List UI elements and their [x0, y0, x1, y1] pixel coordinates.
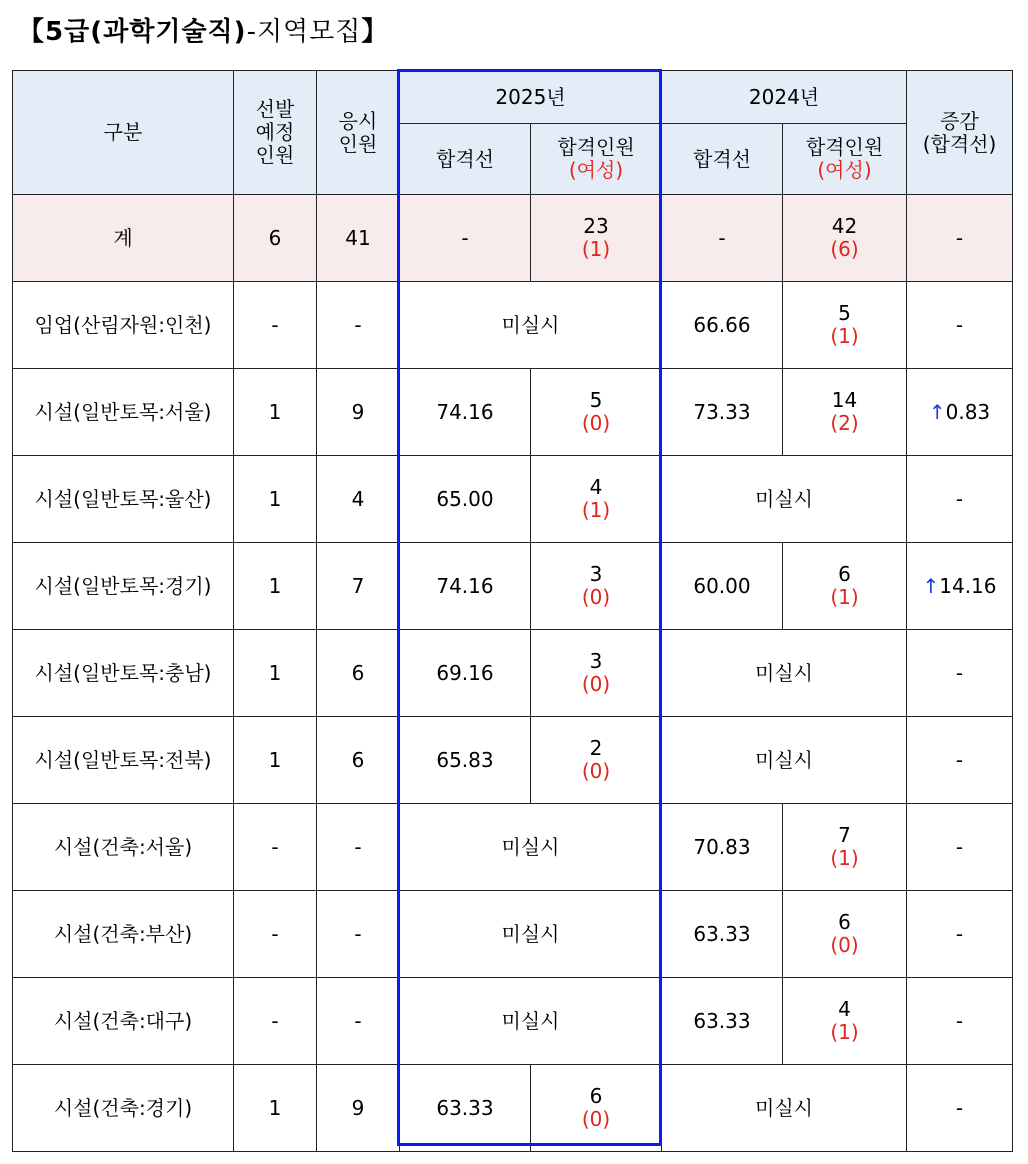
- up-arrow-icon: ↑: [928, 399, 946, 424]
- header-row-top: [13, 71, 1013, 124]
- female-value: (1): [581, 498, 611, 522]
- header-planned-line: 예정: [255, 120, 295, 144]
- row-passers-2024: [783, 369, 907, 456]
- row-applicants: -: [317, 804, 400, 891]
- row-change: [907, 456, 1013, 543]
- female-value: (1): [830, 585, 859, 609]
- row-category: 시설(일반토목:경기): [13, 543, 234, 630]
- row-2024-not-held: 미실시: [662, 456, 907, 543]
- row-applicants: 4: [317, 456, 400, 543]
- header-passers-2025: [531, 124, 662, 195]
- row-change: [907, 282, 1013, 369]
- header-female-label: (여성): [568, 158, 624, 182]
- row-cutoff-2025: 65.00: [400, 456, 531, 543]
- row-planned: 1: [234, 1065, 317, 1152]
- row-planned: 1: [234, 717, 317, 804]
- row-passers-2025: [531, 543, 662, 630]
- row-change: [907, 1065, 1013, 1152]
- row-change: [907, 717, 1013, 804]
- female-value: (0): [581, 759, 611, 783]
- row-2025-not-held: 미실시: [400, 804, 662, 891]
- title-close: 】: [361, 17, 389, 47]
- header-planned: [234, 71, 317, 195]
- title-bold: 【5급(과학기술직): [18, 17, 247, 47]
- table-row: [13, 543, 1013, 630]
- row-passers-2024: [783, 804, 907, 891]
- page-title: [18, 12, 388, 52]
- header-change-line: (합격선): [922, 131, 997, 156]
- passers-value: 5: [589, 388, 603, 412]
- row-cutoff-2025: 74.16: [400, 369, 531, 456]
- header-planned-line: 인원: [255, 143, 295, 167]
- row-planned: 1: [234, 456, 317, 543]
- total-planned: 6: [234, 195, 317, 282]
- row-category: 시설(일반토목:충남): [13, 630, 234, 717]
- header-change: [907, 71, 1013, 195]
- row-passers-2025: [531, 456, 662, 543]
- row-category: 시설(건축:부산): [13, 891, 234, 978]
- total-passers-value: 23: [583, 214, 609, 238]
- row-passers-2025: [531, 369, 662, 456]
- row-cutoff-2025: 65.83: [400, 717, 531, 804]
- row-change: [907, 543, 1013, 630]
- change-value: -: [955, 747, 964, 772]
- row-passers-2025: [531, 717, 662, 804]
- header-passers-2024: [783, 124, 907, 195]
- row-category: 시설(건축:경기): [13, 1065, 234, 1152]
- table-row: [13, 1065, 1013, 1152]
- row-cutoff-2025: 69.16: [400, 630, 531, 717]
- row-change: [907, 630, 1013, 717]
- total-applicants: 41: [317, 195, 400, 282]
- change-value: -: [955, 1008, 964, 1033]
- change-value: -: [955, 312, 964, 337]
- total-passers-2024: [783, 195, 907, 282]
- row-category: 시설(일반토목:서울): [13, 369, 234, 456]
- row-planned: -: [234, 978, 317, 1065]
- passers-value: 6: [589, 1084, 603, 1108]
- table-row: [13, 282, 1013, 369]
- total-label: 계: [13, 195, 234, 282]
- row-passers-2024: [783, 282, 907, 369]
- header-cutoff-2024: 합격선: [662, 124, 783, 195]
- passers-value: 3: [589, 649, 603, 673]
- female-value: (1): [830, 846, 859, 870]
- row-planned: 1: [234, 630, 317, 717]
- row-cutoff-2024: 66.66: [662, 282, 783, 369]
- passers-value: 6: [838, 562, 851, 586]
- total-cutoff-2024: -: [662, 195, 783, 282]
- row-category: 시설(건축:대구): [13, 978, 234, 1065]
- female-value: (1): [830, 324, 859, 348]
- change-value: -: [955, 660, 964, 685]
- change-value: 14.16: [939, 573, 997, 598]
- header-change-line: 증감: [940, 108, 979, 133]
- total-passers-value: 42: [831, 214, 858, 238]
- table-row: [13, 891, 1013, 978]
- total-cutoff-2025: -: [400, 195, 531, 282]
- row-cutoff-2024: 60.00: [662, 543, 783, 630]
- female-value: (0): [581, 585, 611, 609]
- row-passers-2025: [531, 1065, 662, 1152]
- row-change: [907, 978, 1013, 1065]
- header-cutoff-2025: 합격선: [400, 124, 531, 195]
- female-value: (0): [581, 1107, 611, 1131]
- row-cutoff-2024: 73.33: [662, 369, 783, 456]
- female-value: (0): [581, 411, 611, 435]
- header-passers-label: 합격인원: [557, 135, 635, 159]
- change-value: -: [955, 486, 964, 511]
- change-value: 0.83: [945, 399, 991, 424]
- header-applicants-line: 응시: [338, 108, 378, 133]
- table-row: [13, 630, 1013, 717]
- row-category: 시설(일반토목:전북): [13, 717, 234, 804]
- row-2024-not-held: 미실시: [662, 1065, 907, 1152]
- row-change: [907, 369, 1013, 456]
- female-value: (2): [830, 411, 859, 435]
- title-rest: -지역모집: [246, 17, 362, 47]
- row-category: 시설(건축:서울): [13, 804, 234, 891]
- row-applicants: 9: [317, 369, 400, 456]
- row-cutoff-2024: 70.83: [662, 804, 783, 891]
- row-passers-2025: [531, 630, 662, 717]
- row-cutoff-2024: 63.33: [662, 891, 783, 978]
- row-cutoff-2025: 63.33: [400, 1065, 531, 1152]
- table-row: [13, 717, 1013, 804]
- header-planned-line: 선발: [255, 97, 295, 121]
- header-female-label: (여성): [817, 158, 872, 182]
- row-2025-not-held: 미실시: [400, 282, 662, 369]
- passers-value: 14: [831, 388, 858, 412]
- table-row: [13, 978, 1013, 1065]
- table-row: [13, 369, 1013, 456]
- row-applicants: -: [317, 891, 400, 978]
- row-planned: -: [234, 891, 317, 978]
- header-applicants-line: 인원: [338, 131, 378, 156]
- female-value: (0): [581, 672, 611, 696]
- row-applicants: 9: [317, 1065, 400, 1152]
- header-applicants: [317, 71, 400, 195]
- header-category: 구분: [13, 71, 234, 195]
- change-value: -: [955, 921, 964, 946]
- change-value: -: [955, 834, 964, 859]
- passers-value: 2: [589, 736, 603, 760]
- row-2025-not-held: 미실시: [400, 978, 662, 1065]
- row-applicants: -: [317, 978, 400, 1065]
- row-passers-2024: [783, 891, 907, 978]
- change-value: -: [955, 1095, 964, 1120]
- row-applicants: -: [317, 282, 400, 369]
- total-change: -: [907, 195, 1013, 282]
- row-2024-not-held: 미실시: [662, 717, 907, 804]
- row-planned: -: [234, 804, 317, 891]
- row-cutoff-2024: 63.33: [662, 978, 783, 1065]
- passers-value: 4: [589, 475, 603, 499]
- row-applicants: 6: [317, 630, 400, 717]
- row-planned: -: [234, 282, 317, 369]
- row-applicants: 6: [317, 717, 400, 804]
- header-year-2024: 2024년: [662, 71, 907, 124]
- passers-value: 3: [589, 562, 603, 586]
- table-row: [13, 456, 1013, 543]
- female-value: (0): [830, 933, 859, 957]
- table-row: [13, 804, 1013, 891]
- up-arrow-icon: ↑: [922, 573, 940, 598]
- header-year-2025: 2025년: [400, 71, 662, 124]
- passers-value: 6: [838, 910, 851, 934]
- row-applicants: 7: [317, 543, 400, 630]
- total-female-value: (6): [830, 237, 859, 261]
- header-passers-label: 합격인원: [805, 135, 884, 159]
- total-female-value: (1): [581, 237, 611, 261]
- row-category: 임업(산림자원:인천): [13, 282, 234, 369]
- row-planned: 1: [234, 543, 317, 630]
- passers-value: 7: [838, 823, 851, 847]
- female-value: (1): [830, 1020, 859, 1044]
- row-category: 시설(일반토목:울산): [13, 456, 234, 543]
- row-passers-2024: [783, 978, 907, 1065]
- row-2025-not-held: 미실시: [400, 891, 662, 978]
- row-change: [907, 891, 1013, 978]
- total-row: [13, 195, 1013, 282]
- passers-value: 4: [838, 997, 851, 1021]
- row-cutoff-2025: 74.16: [400, 543, 531, 630]
- total-passers-2025: [531, 195, 662, 282]
- table-body: [13, 71, 1013, 1152]
- row-passers-2024: [783, 543, 907, 630]
- passers-value: 5: [838, 301, 851, 325]
- row-planned: 1: [234, 369, 317, 456]
- results-table: [12, 70, 1013, 1152]
- row-change: [907, 804, 1013, 891]
- row-2024-not-held: 미실시: [662, 630, 907, 717]
